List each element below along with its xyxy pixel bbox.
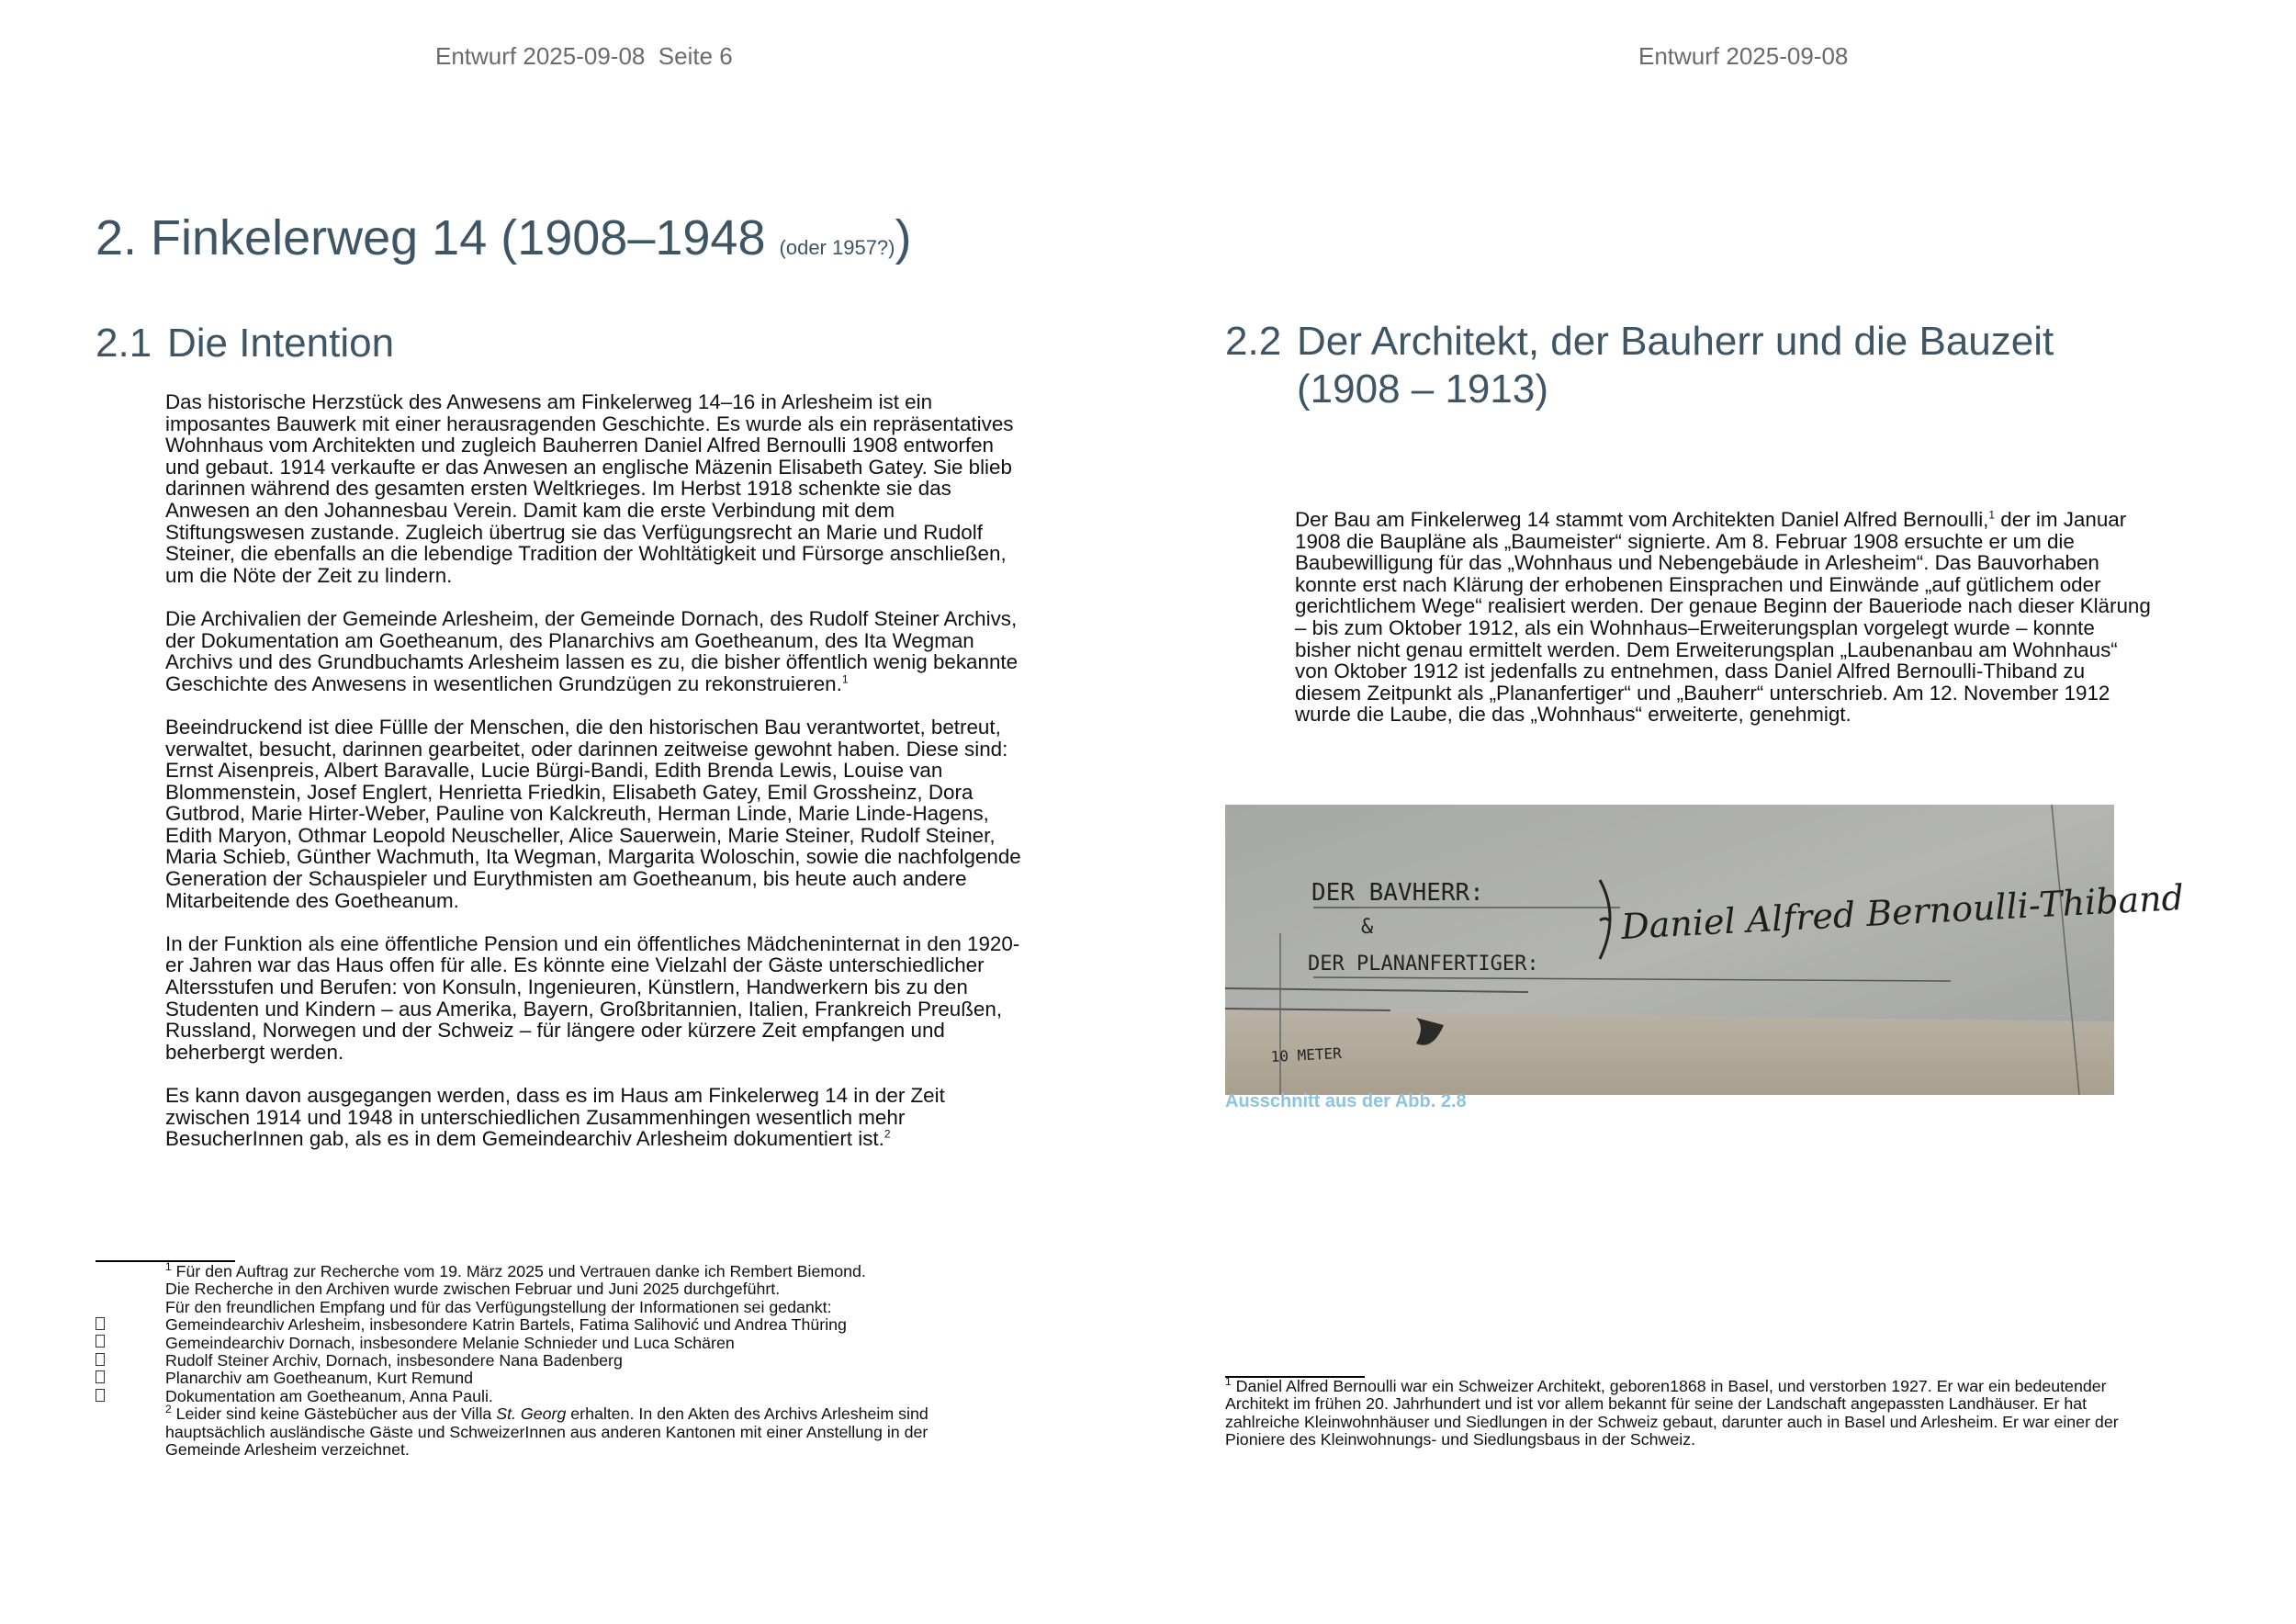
signature: Daniel Alfred Bernoulli-Thiband [1620, 876, 2185, 947]
footnotes-left: $^1$ Für den Auftrag zur Recherche vom 19. März 2025 und Vertrauen danke ich Rembert Biemond. Die Recherche in den Archiven wurde zwischen Februar und Juni 2025 durchgeführt. Für den freundlichen Empfang und für das Verfügungstellung der Informationen sei gedankt: Gemeindearchiv Arlesheim, insbesondere Katrin Bartels, Fatima Salihović und Andrea Thüring Gemeindearchiv Dornach, insbesondere Melanie Schnieder und Luca Schären Rudolf Steiner Archiv, Dornach, insbesondere Nana Badenberg Planarchiv am Goetheanum, Kurt Remund Dokumentation am Goetheanum, Anna Pauli. $^2$ Leider sind keine Gästebücher aus der Villa St. Georg erhalten. In den Akten des Archivs Arlesheim sind hauptsächlich ausländische Gäste und SchweizerInnen aus anderen Kantonen mit einer Anstellung in der Gemeinde Arlesheim verzeichnet. [165, 1260, 929, 1460]
body-text-right [1295, 509, 2223, 748]
label-and: & [1361, 916, 1374, 939]
chapter-title-main: 2. Finkelerweg 14 (1908–1948 [96, 210, 780, 265]
section-title: Die Intention [167, 321, 395, 366]
paragraph: Die Archivalien der Gemeinde Arlesheim, der Gemeinde Dornach, des Rudolf Steiner Archivs, der Dokumentation am Goetheanum, des Planarchivs am Goetheanum, des Ita Wegman Archivs und des Grundbuchamts Arlesheim lassen es zu, die bisher öffentlich wenig bekannte Geschichte des Anwesens in wesentlichen Grundzügen zu rekonstruieren.$^1$ [165, 606, 1019, 695]
list-box-icon [96, 1353, 105, 1366]
section-heading-2-2 [1225, 318, 2054, 413]
body-text-left [165, 391, 1084, 1171]
list-box-icon [96, 1335, 105, 1348]
section-number: 2.1 [96, 321, 152, 366]
label-plananfertiger: DER PLANANFERTIGER: [1308, 953, 1539, 976]
footnote-1: $^1$ Für den Auftrag zur Recherche vom 19. März 2025 und Vertrauen danke ich Rembert Biemond. [165, 1260, 866, 1280]
scale-label: 10 METER [1270, 1043, 1343, 1066]
running-header-right: Entwurf 2025-09-08 [1638, 42, 1849, 70]
figure-caption: Ausschnitt aus der Abb. 2.8 [1225, 1091, 1467, 1111]
chapter-title [96, 209, 911, 266]
paragraph: Der Bau am Finkelerweg 14 stammt vom Architekten Daniel Alfred Bernoulli,$^1$ der im Januar 1908 die Baupläne als „Baumeister“ signierte. Am 8. Februar 1908 ersuchte er um die Baubewilligung für das „Wohnhaus und Nebengebäude in Arlesheim“. Das Bauvorhaben konnte erst nach Klärung der erhobenen Einsprachen und Einwände „auf gütlichem oder gerichtlichem Wege“ realisiert werden. Der genaue Beginn der Baueriode nach dieser Klärung – bis zum Oktober 1912, als ein Wohnhaus–Erweiterungsplan vorgelegt wurde – konnte bisher nicht genau ermittelt werden. Dem Erweiterungsplan „Laubenanbau am Wohnhaus“ von Oktober 1912 ist jedenfalls zu entnehmen, dass Daniel Alfred Bernoulli-Thiband zu diesem Zeitpunkt als „Plananfertiger“ und „Bauherr“ unterschrieb. Am 12. November 1912 wurde die Laube, die das „Wohnhaus“ erweiterte, genehmigt. [1295, 508, 2151, 727]
footnote-ref-1[interactable]: 1 [1988, 508, 1996, 522]
section-title-line1: Der Architekt, der Bauherr und die Bauzeit [1297, 319, 2054, 364]
footnotes-right: $^1$ Daniel Alfred Bernoulli war ein Schweizer Architekt, geboren1868 in Basel, und verstorben 1927. Er war ein bedeutender Architekt im frühen 20. Jahrhundert und ist vor allem bekannt für seine der Landschaft angepassten Landhäuser. Er hat zahlreiche Kleinwohnhäuser und Siedlungen in der Schweiz gebaut, darunter auch in Basel und Arlesheim. Er war einer der Pioniere des Kleinwohnungs- und Siedlungsbaus in der Schweiz. [1225, 1375, 2119, 1449]
list-box-icon [96, 1370, 105, 1383]
plan-excerpt-photo [1225, 805, 2185, 1095]
chapter-title-close: ) [895, 210, 912, 265]
paragraph: Das historische Herzstück des Anwesens am Finkelerweg 14–16 in Arlesheim ist ein imposantes Bauwerk mit einer herausragenden Geschichte. Es wurde als ein repräsentatives Wohnhaus vom Architekten und zugleich Bauherren Daniel Alfred Bernoulli 1908 entworfen und gebaut. 1914 verkaufte er das Anwesen an englische Mäzenin Elisabeth Gatey. Sie blieb darinnen während des gesamten ersten Weltkrieges. Im Herbst 1918 schenkte sie das Anwesen an den Johannesbau Verein. Damit kam die erste Verbindung mit dem Stiftungswesen zustande. Zugleich übertrug sie das Verfügungsrecht an Marie und Rudolf Steiner, die ebenfalls an die lebendige Tradition der Wohltätigkeit und Fürsorge anschließen, um die Nöte der Zeit zu lindern. [165, 390, 1014, 587]
footnote-ref-1[interactable]: 1 [841, 672, 849, 686]
footnote-ref-2[interactable]: 2 [884, 1127, 891, 1141]
chapter-title-note: (oder 1957?) [779, 236, 895, 259]
paragraph: Es kann davon ausgegangen werden, dass es im Haus am Finkelerweg 14 in der Zeit zwischen 1914 und 1948 in unterschiedlichen Zusammenhingen wesentlich mehr BesucherInnen gab, als es in dem Gemeindearchiv Arlesheim dokumentiert ist.$^2$ [165, 1084, 945, 1151]
paragraph: Beeindruckend ist diee Füllle der Menschen, die den historischen Bau verantwortet, betreut, verwaltet, besucht, darinnen gearbeitet, oder darinnen zeitweise gewohnt haben. Diese sind: Ernst Aisenpreis, Albert Baravalle, Lucie Bürgi-Bandi, Edith Brenda Lewis, Louise van Blommenstein, Josef Englert, Henrietta Friedkin, Elisabeth Gatey, Emil Grossheinz, Dora Gutbrod, Marie Hirter-Weber, Pauline von Kalckreuth, Herman Linde, Marie Linde-Hagens, Edith Maryon, Othmar Leopold Neuscheller, Alice Sauerwein, Marie Steiner, Rudolf Steiner, Maria Schieb, Günther Wachmuth, Ita Wegman, Margarita Woloschin, sowie die nachfolgende Generation der Schauspieler und Eurythmisten am Goetheanum, bis heute auch andere Mitarbeitende des Goetheanum. [165, 715, 1021, 912]
running-header-left: Entwurf 2025-09-08 Seite 6 [435, 42, 733, 70]
section-number: 2.2 [1225, 319, 1282, 364]
right-page [1148, 0, 2296, 1624]
label-bauherr: DER BAVHERR: [1311, 879, 1484, 907]
section-heading-2-1 [96, 320, 394, 367]
footnote-1: $^1$ Daniel Alfred Bernoulli war ein Schweizer Architekt, geboren1868 in Basel, und verstorben 1927. Er war ein bedeutender [1225, 1375, 2107, 1395]
list-box-icon [96, 1317, 105, 1330]
list-box-icon [96, 1389, 105, 1402]
section-title-line2: (1908 – 1913) [1297, 367, 1548, 412]
paragraph: In der Funktion als eine öffentliche Pension und ein öffentliches Mädcheninternat in den 1920- er Jahren war das Haus offen für alle. Es könnte eine Vielzahl der Gäste unterschiedlicher Altersstufen und Berufen: von Konsuln, Ingenieuren, Künstlern, Handwerkern bis zu den Studenten und Kindern – aus Amerika, Bayern, Großbritannien, Italien, Frankreich Preußen, Russland, Norwegen und der Schweiz – für längere oder kürzere Zeit empfangen und beherbergt werden. [165, 931, 1020, 1064]
footnote-2: $^2$ Leider sind keine Gästebücher aus der Villa St. Georg erhalten. In den Akten des Archivs Arlesheim sind [165, 1403, 929, 1424]
footnote-list-markers [96, 1316, 105, 1405]
